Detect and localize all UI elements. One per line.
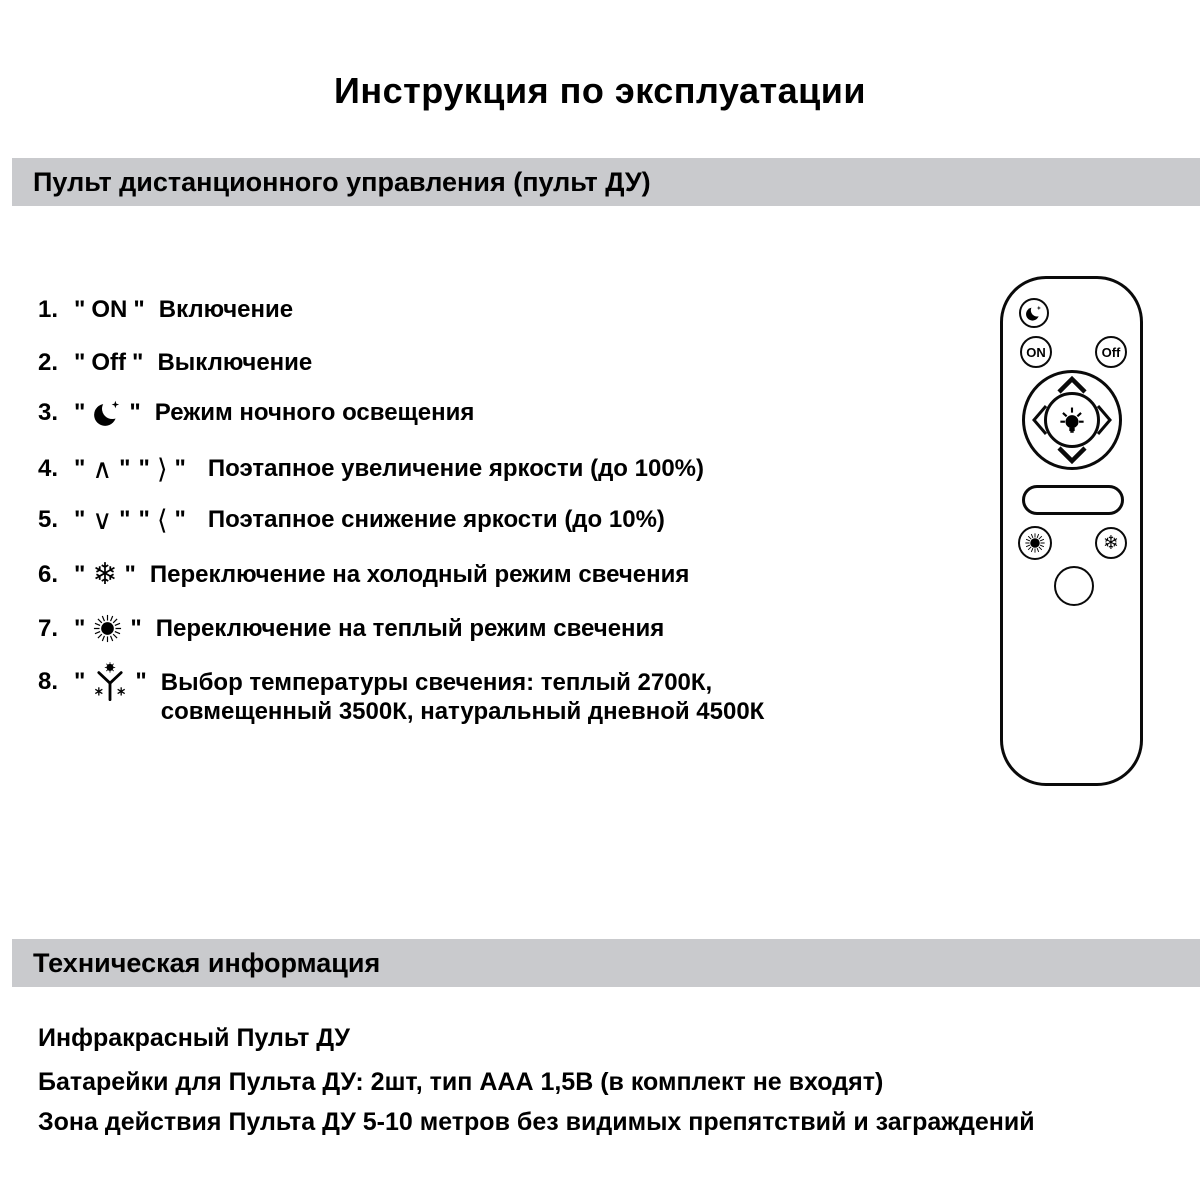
off-button-label: Off	[91, 349, 127, 376]
item-label: Переключение на холодный режим свечения	[149, 561, 690, 588]
item-label: Выключение	[157, 349, 313, 376]
color-temperature-select-icon	[92, 662, 128, 702]
item-number: 6.	[38, 561, 59, 588]
open-quote: "	[74, 455, 86, 482]
item-label: Режим ночного освещения	[154, 399, 475, 426]
list-item-brightness-up	[38, 455, 704, 483]
remote-light-button	[1044, 392, 1100, 448]
item-label-line2: совмещенный 3500К, натуральный дневной 4500К	[160, 698, 765, 725]
list-item-night-mode	[38, 398, 474, 428]
item-label-line1: Выбор температуры свечения: теплый 2700К,	[160, 669, 713, 696]
item-label	[161, 668, 765, 726]
chevron-right-icon: ⟩	[156, 453, 168, 485]
chevron-up-icon: ∧	[92, 453, 113, 485]
list-item-off	[38, 349, 312, 377]
section-heading-tech: Техническая информация	[12, 939, 1200, 987]
tech-line-batteries: Батарейки для Пульта ДУ: 2шт, тип ААА 1,5В (в комплект не входят)	[38, 1068, 884, 1096]
snowflake-icon: ❄	[1103, 531, 1119, 554]
remote-cold-mode-button	[1095, 527, 1127, 559]
remote-night-mode-button	[1019, 298, 1049, 328]
close-quote: "	[130, 614, 142, 642]
open-quote: "	[74, 349, 86, 376]
section-heading-remote: Пульт дистанционного управления (пульт ДУ)	[12, 158, 1200, 206]
open-quote: "	[74, 399, 86, 426]
item-label: Поэтапное увеличение яркости (до 100%)	[207, 455, 705, 482]
close-quote: "	[174, 506, 186, 533]
close-quote: "	[119, 455, 131, 482]
close-quote: "	[135, 668, 147, 695]
list-item-color-temperature	[38, 668, 764, 726]
list-item-warm-mode	[38, 613, 664, 644]
item-number: 2.	[38, 349, 59, 376]
item-number: 3.	[38, 399, 59, 426]
chevron-left-icon: ⟨	[156, 504, 168, 536]
warm-sun-icon	[92, 613, 123, 644]
item-number: 7.	[38, 614, 59, 642]
open-quote: "	[74, 614, 86, 642]
remote-pill-button	[1022, 485, 1124, 515]
moon-icon	[1025, 304, 1043, 322]
page-title: Инструкция по эксплуатации	[333, 70, 867, 111]
open-quote: "	[74, 561, 86, 588]
remote-off-label: Off	[1101, 344, 1121, 360]
open-quote: "	[74, 296, 86, 323]
close-quote: "	[133, 296, 145, 323]
close-quote: "	[132, 349, 144, 376]
remote-off-button	[1095, 336, 1127, 368]
list-item-brightness-down	[38, 506, 665, 534]
tech-line-ir-remote: Инфракрасный Пульт ДУ	[38, 1024, 350, 1052]
open-quote: "	[74, 506, 86, 533]
remote-on-label: ON	[1026, 344, 1046, 360]
light-bulb-icon	[1055, 403, 1089, 437]
item-label: Включение	[158, 296, 294, 323]
item-number: 8.	[38, 668, 59, 695]
item-label: Поэтапное снижение яркости (до 10%)	[207, 506, 665, 533]
open-quote: "	[74, 668, 86, 695]
remote-control-illustration	[1000, 276, 1143, 786]
item-number: 4.	[38, 455, 59, 482]
dpad-down-arrow	[1059, 448, 1085, 461]
chevron-down-icon: ∨	[92, 504, 113, 536]
list-item-cold-mode	[38, 557, 690, 592]
close-quote: "	[129, 399, 141, 426]
remote-extra-button	[1054, 566, 1094, 606]
list-item-on	[38, 296, 293, 324]
on-button-label: ON	[91, 296, 128, 323]
remote-on-button	[1020, 336, 1052, 368]
item-label: Переключение на теплый режим свечения	[155, 614, 665, 642]
open-quote: "	[138, 506, 150, 533]
close-quote: "	[124, 561, 136, 588]
remote-warm-mode-button	[1018, 526, 1052, 560]
warm-sun-icon	[1024, 532, 1046, 554]
item-number: 1.	[38, 296, 59, 323]
moon-icon	[92, 398, 122, 428]
item-number: 5.	[38, 506, 59, 533]
remote-dpad	[1022, 370, 1122, 470]
snowflake-icon: ❄	[92, 557, 118, 592]
tech-line-range: Зона действия Пульта ДУ 5-10 метров без видимых препятствий и заграждений	[38, 1108, 1035, 1136]
close-quote: "	[119, 506, 131, 533]
open-quote: "	[138, 455, 150, 482]
dpad-up-arrow	[1059, 379, 1085, 392]
close-quote: "	[174, 455, 186, 482]
